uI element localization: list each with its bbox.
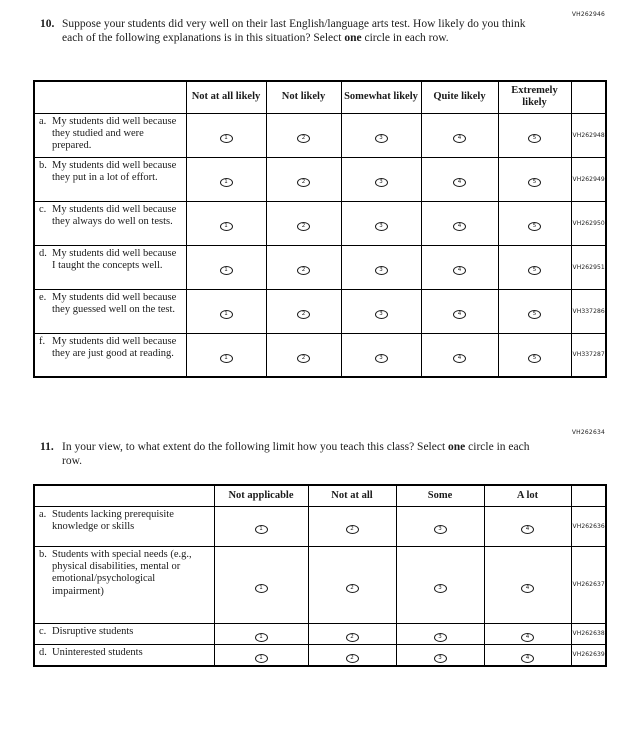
column-header: Not applicable <box>214 485 308 506</box>
row-code: VH262950 <box>571 201 606 245</box>
answer-cell <box>498 113 571 157</box>
answer-cell <box>341 333 421 377</box>
answer-cell <box>396 546 484 623</box>
answer-circle[interactable]: 4 <box>521 584 534 593</box>
row-code: VH262639 <box>571 644 606 666</box>
table-row <box>34 546 606 623</box>
question-10-code: VH262946 <box>571 11 605 18</box>
answer-cell <box>266 289 341 333</box>
empty-header-cell <box>34 81 186 113</box>
answer-circle[interactable]: 2 <box>297 354 310 363</box>
answer-cell <box>308 546 396 623</box>
question-10-text-bold: one <box>344 32 362 45</box>
row-letter: b. <box>39 548 47 560</box>
column-header: Not likely <box>266 81 341 113</box>
answer-cell <box>214 623 308 644</box>
row-letter: a. <box>39 115 47 127</box>
q11-table <box>33 484 607 667</box>
row-label-cell <box>34 201 186 245</box>
row-text: Uninterested students <box>52 646 143 658</box>
answer-cell <box>498 245 571 289</box>
answer-circle[interactable]: 1 <box>255 525 268 534</box>
answer-cell <box>308 506 396 546</box>
answer-cell <box>186 201 266 245</box>
answer-cell <box>308 623 396 644</box>
row-letter: a. <box>39 508 47 520</box>
row-letter: b. <box>39 159 47 171</box>
row-label-cell <box>34 289 186 333</box>
row-label-cell <box>34 157 186 201</box>
answer-circle[interactable]: 4 <box>521 654 534 663</box>
question-11-text <box>62 440 540 469</box>
question-11-number: 11. <box>40 441 54 453</box>
answer-circle[interactable]: 4 <box>453 178 466 187</box>
row-text: My students did well because they studied and were prepared. <box>52 115 177 152</box>
answer-cell <box>341 201 421 245</box>
answer-cell <box>498 157 571 201</box>
answer-circle[interactable]: 1 <box>255 584 268 593</box>
answer-cell <box>266 157 341 201</box>
table-row <box>34 506 606 546</box>
row-label-cell <box>34 506 214 546</box>
row-code: VH262638 <box>571 623 606 644</box>
question-10-text <box>62 17 540 46</box>
answer-circle[interactable]: 3 <box>434 584 447 593</box>
table-row <box>34 289 606 333</box>
answer-cell <box>266 113 341 157</box>
empty-header-cell <box>34 485 214 506</box>
answer-cell <box>266 245 341 289</box>
answer-circle[interactable]: 3 <box>434 525 447 534</box>
answer-cell <box>421 157 498 201</box>
answer-circle[interactable]: 3 <box>375 266 388 275</box>
answer-cell <box>396 623 484 644</box>
answer-cell <box>498 289 571 333</box>
answer-cell <box>341 113 421 157</box>
answer-circle[interactable]: 2 <box>297 134 310 143</box>
answer-circle[interactable]: 1 <box>220 266 233 275</box>
answer-circle[interactable]: 1 <box>220 134 233 143</box>
answer-cell <box>396 506 484 546</box>
answer-circle[interactable]: 1 <box>255 654 268 663</box>
answer-cell <box>498 201 571 245</box>
answer-cell <box>421 289 498 333</box>
answer-cell <box>484 546 571 623</box>
row-code: VH337286 <box>571 289 606 333</box>
answer-cell <box>186 157 266 201</box>
answer-circle[interactable]: 2 <box>297 310 310 319</box>
row-label-cell <box>34 245 186 289</box>
question-10-text-segment: Suppose your students did very well on their last English/language arts test. How likely do you think each of the following explanations is in this situation? Select <box>62 18 526 45</box>
answer-circle[interactable]: 3 <box>434 654 447 663</box>
answer-cell <box>186 333 266 377</box>
answer-circle[interactable]: 1 <box>220 178 233 187</box>
row-code: VH262637 <box>571 546 606 623</box>
row-letter: f. <box>39 335 46 347</box>
row-code: VH262948 <box>571 113 606 157</box>
answer-cell <box>421 245 498 289</box>
row-code: VH262949 <box>571 157 606 201</box>
table-row <box>34 644 606 666</box>
question-11-text-bold: one <box>448 441 466 453</box>
answer-circle[interactable]: 5 <box>528 266 541 275</box>
row-label-cell <box>34 333 186 377</box>
answer-cell <box>186 289 266 333</box>
column-header: Somewhat likely <box>341 81 421 113</box>
column-header: Extremely likely <box>498 81 571 113</box>
empty-header-cell <box>571 485 606 506</box>
answer-cell <box>396 644 484 666</box>
answer-circle[interactable]: 2 <box>346 654 359 663</box>
answer-circle[interactable]: 5 <box>528 222 541 231</box>
row-code: VH337287 <box>571 333 606 377</box>
question-10 <box>40 17 560 46</box>
empty-header-cell <box>571 81 606 113</box>
answer-circle[interactable]: 1 <box>220 354 233 363</box>
answer-circle[interactable]: 4 <box>453 354 466 363</box>
question-11 <box>40 440 560 469</box>
column-header: Quite likely <box>421 81 498 113</box>
question-11-code: VH262634 <box>571 429 605 436</box>
row-label-cell <box>34 623 214 644</box>
row-label-cell <box>34 113 186 157</box>
answer-cell <box>498 333 571 377</box>
answer-circle[interactable]: 5 <box>528 134 541 143</box>
answer-cell <box>266 333 341 377</box>
row-letter: e. <box>39 291 47 303</box>
answer-circle[interactable]: 2 <box>346 584 359 593</box>
answer-circle[interactable]: 5 <box>528 354 541 363</box>
answer-circle[interactable]: 1 <box>255 633 268 642</box>
question-11-text-segment: In your view, to what extent do the following limit how you teach this class? Select <box>62 441 449 453</box>
row-label-cell <box>34 546 214 623</box>
answer-circle[interactable]: 3 <box>375 310 388 319</box>
column-header: Some <box>396 485 484 506</box>
table-row <box>34 201 606 245</box>
answer-circle[interactable]: 3 <box>434 633 447 642</box>
answer-circle[interactable]: 5 <box>528 310 541 319</box>
answer-cell <box>214 546 308 623</box>
row-text: My students did well because they always do well on tests. <box>52 203 177 227</box>
answer-circle[interactable]: 4 <box>521 525 534 534</box>
answer-cell <box>266 201 341 245</box>
q11-header-row <box>34 485 606 506</box>
answer-circle[interactable]: 2 <box>297 178 310 187</box>
table-row <box>34 623 606 644</box>
answer-cell <box>308 644 396 666</box>
answer-cell <box>341 289 421 333</box>
answer-cell <box>341 157 421 201</box>
column-header: Not at all <box>308 485 396 506</box>
answer-circle[interactable]: 2 <box>346 525 359 534</box>
row-text: My students did well because they are just good at reading. <box>52 335 177 359</box>
answer-circle[interactable]: 2 <box>297 266 310 275</box>
answer-circle[interactable]: 4 <box>453 310 466 319</box>
answer-circle[interactable]: 3 <box>375 354 388 363</box>
row-text: My students did well because I taught the concepts well. <box>52 247 177 271</box>
answer-circle[interactable]: 2 <box>346 633 359 642</box>
question-10-text-segment: circle in each row. <box>361 32 449 45</box>
row-text: My students did well because they guessed well on the test. <box>52 291 177 315</box>
table-row <box>34 157 606 201</box>
row-text: Students lacking prerequisite knowledge or skills <box>52 508 174 532</box>
question-10-number: 10. <box>40 18 55 30</box>
row-letter: d. <box>39 247 47 259</box>
answer-circle[interactable]: 4 <box>453 266 466 275</box>
answer-circle[interactable]: 4 <box>453 222 466 231</box>
row-code: VH262951 <box>571 245 606 289</box>
answer-circle[interactable]: 5 <box>528 178 541 187</box>
answer-cell <box>421 333 498 377</box>
table-row <box>34 113 606 157</box>
answer-cell <box>214 644 308 666</box>
column-header: Not at all likely <box>186 81 266 113</box>
table-row <box>34 333 606 377</box>
answer-circle[interactable]: 3 <box>375 134 388 143</box>
answer-circle[interactable]: 1 <box>220 222 233 231</box>
answer-circle[interactable]: 3 <box>375 178 388 187</box>
answer-circle[interactable]: 4 <box>453 134 466 143</box>
table-row <box>34 245 606 289</box>
answer-cell <box>421 113 498 157</box>
row-code: VH262636 <box>571 506 606 546</box>
row-letter: c. <box>39 203 47 215</box>
answer-circle[interactable]: 4 <box>521 633 534 642</box>
question-11-text-segment: circle in each row. <box>62 441 530 468</box>
answer-cell <box>186 113 266 157</box>
answer-cell <box>421 201 498 245</box>
answer-cell <box>341 245 421 289</box>
row-letter: c. <box>39 625 47 637</box>
row-letter: d. <box>39 646 47 658</box>
q10-header-row <box>34 81 606 113</box>
answer-circle[interactable]: 3 <box>375 222 388 231</box>
answer-cell <box>186 245 266 289</box>
answer-circle[interactable]: 2 <box>297 222 310 231</box>
row-text: My students did well because they put in a lot of effort. <box>52 159 177 183</box>
row-text: Disruptive students <box>52 625 134 637</box>
answer-cell <box>214 506 308 546</box>
answer-circle[interactable]: 1 <box>220 310 233 319</box>
answer-cell <box>484 644 571 666</box>
q10-table <box>33 80 607 378</box>
answer-cell <box>484 506 571 546</box>
answer-cell <box>484 623 571 644</box>
column-header: A lot <box>484 485 571 506</box>
row-label-cell <box>34 644 214 666</box>
row-text: Students with special needs (e.g., physical disabilities, mental or emotional/psychological impairment) <box>52 548 192 597</box>
